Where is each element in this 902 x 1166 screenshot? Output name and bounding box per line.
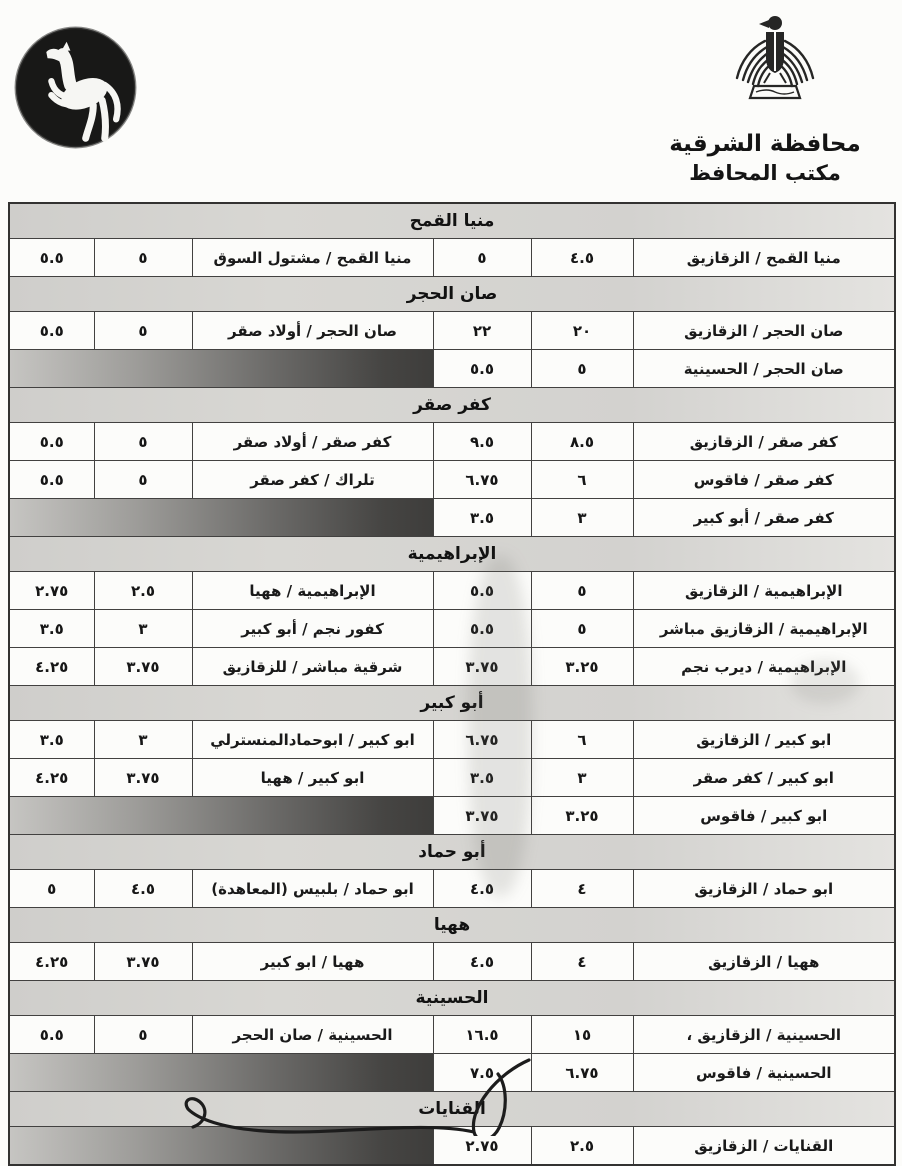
route-name-cell: صان الحجر / الزقازيق (633, 312, 895, 350)
fare-new-cell: ٥.٥ (433, 572, 531, 610)
fare-row (9, 1127, 895, 1166)
section-header-row (9, 388, 895, 423)
redacted-cell (9, 1127, 433, 1166)
fare-row (9, 350, 895, 388)
fare-new-cell: ٧.٥ (433, 1054, 531, 1092)
section-title: منيا القمح (9, 203, 895, 239)
route-name-cell: شرقية مباشر / للزقازيق (192, 648, 433, 686)
fare-new-cell: ٣.٧٥ (433, 648, 531, 686)
fare-row (9, 239, 895, 277)
section-title: أبو حماد (9, 835, 895, 870)
fare-old-cell: ٤.٥ (531, 239, 633, 277)
fare-row (9, 721, 895, 759)
fare-new-cell: ٤.٢٥ (9, 648, 94, 686)
fare-row (9, 759, 895, 797)
route-name-cell: صان الحجر / الحسينية (633, 350, 895, 388)
fare-new-cell: ٢.٧٥ (433, 1127, 531, 1166)
route-name-cell: ابو كبير / فاقوس (633, 797, 895, 835)
section-header-row (9, 203, 895, 239)
fare-new-cell: ٤.٢٥ (9, 759, 94, 797)
fare-old-cell: ٨.٥ (531, 423, 633, 461)
route-name-cell: ههيا / ابو كبير (192, 943, 433, 981)
fare-old-cell: ٣.٢٥ (531, 797, 633, 835)
fare-old-cell: ٣.٧٥ (94, 943, 192, 981)
route-name-cell: ههيا / الزقازيق (633, 943, 895, 981)
redacted-cell (9, 797, 433, 835)
fare-new-cell: ٥.٥ (9, 461, 94, 499)
fare-new-cell: ٥.٥ (9, 423, 94, 461)
fare-new-cell: ٣.٥ (433, 499, 531, 537)
eagle-emblem-icon (707, 8, 843, 132)
fare-old-cell: ٥ (94, 239, 192, 277)
fare-new-cell: ٥.٥ (9, 312, 94, 350)
section-title: أبو كبير (9, 686, 895, 721)
fare-old-cell: ٥ (531, 572, 633, 610)
horse-stamp (12, 24, 139, 151)
section-title: الإبراهيمية (9, 537, 895, 572)
section-header-row (9, 1092, 895, 1127)
route-name-cell: الحسينية / فاقوس (633, 1054, 895, 1092)
fare-new-cell: ٥.٥ (9, 239, 94, 277)
fare-new-cell: ٦.٧٥ (433, 461, 531, 499)
governorate-title: محافظة الشرقية (669, 131, 861, 157)
fare-new-cell: ٣.٧٥ (433, 797, 531, 835)
route-name-cell: كفر صقر / فاقوس (633, 461, 895, 499)
section-title: كفر صقر (9, 388, 895, 423)
fare-new-cell: ١٦.٥ (433, 1016, 531, 1054)
section-header-row (9, 835, 895, 870)
route-name-cell: منيا القمح / مشتول السوق (192, 239, 433, 277)
fare-row (9, 1016, 895, 1054)
fare-old-cell: ٢.٥ (531, 1127, 633, 1166)
fare-old-cell: ٢.٥ (94, 572, 192, 610)
fare-new-cell: ٢٢ (433, 312, 531, 350)
fare-new-cell: ٢.٧٥ (9, 572, 94, 610)
fare-old-cell: ١٥ (531, 1016, 633, 1054)
fare-row (9, 943, 895, 981)
fare-new-cell: ٣.٥ (9, 610, 94, 648)
route-name-cell: كفر صقر / أولاد صقر (192, 423, 433, 461)
office-title: مكتب المحافظ (689, 161, 841, 185)
fare-row (9, 648, 895, 686)
fare-table (8, 202, 896, 1166)
fare-new-cell: ٩.٥ (433, 423, 531, 461)
fare-old-cell: ٣.٧٥ (94, 648, 192, 686)
fare-new-cell: ٥.٥ (9, 1016, 94, 1054)
fare-old-cell: ٣.٧٥ (94, 759, 192, 797)
redacted-cell (9, 1054, 433, 1092)
fare-old-cell: ٤ (531, 870, 633, 908)
fare-old-cell: ٥ (94, 1016, 192, 1054)
route-name-cell: الإبراهيمية / ههيا (192, 572, 433, 610)
fare-old-cell: ٦ (531, 461, 633, 499)
fare-new-cell: ٤.٢٥ (9, 943, 94, 981)
redacted-cell (9, 499, 433, 537)
fare-old-cell: ٥ (94, 461, 192, 499)
route-name-cell: الحسينية / صان الحجر (192, 1016, 433, 1054)
fare-old-cell: ٥ (531, 610, 633, 648)
fare-new-cell: ٥ (9, 870, 94, 908)
fare-old-cell: ٣ (531, 759, 633, 797)
section-header-row (9, 277, 895, 312)
rearing-horse-icon (12, 24, 139, 151)
fare-row (9, 610, 895, 648)
fare-new-cell: ٥.٥ (433, 610, 531, 648)
fare-row (9, 423, 895, 461)
route-name-cell: كفور نجم / أبو كبير (192, 610, 433, 648)
route-name-cell: الإبراهيمية / الزقازيق (633, 572, 895, 610)
section-title: القنايات (9, 1092, 895, 1127)
fare-row (9, 1054, 895, 1092)
fare-old-cell: ٣ (94, 721, 192, 759)
route-name-cell: القنايات / الزقازيق (633, 1127, 895, 1166)
fare-old-cell: ٣ (94, 610, 192, 648)
route-name-cell: تلراك / كفر صقر (192, 461, 433, 499)
fare-new-cell: ٤.٥ (433, 870, 531, 908)
route-name-cell: كفر صقر / أبو كبير (633, 499, 895, 537)
fare-old-cell: ٣.٢٥ (531, 648, 633, 686)
route-name-cell: الحسينية / الزقازيق ، (633, 1016, 895, 1054)
fare-new-cell: ٣.٥ (9, 721, 94, 759)
fare-row (9, 797, 895, 835)
route-name-cell: ابو كبير / ههيا (192, 759, 433, 797)
fare-old-cell: ٤.٥ (94, 870, 192, 908)
section-title: ههيا (9, 908, 895, 943)
fare-old-cell: ٥ (94, 312, 192, 350)
fare-new-cell: ٥.٥ (433, 350, 531, 388)
fare-row (9, 572, 895, 610)
section-header-row (9, 686, 895, 721)
fare-new-cell: ٤.٥ (433, 943, 531, 981)
fare-old-cell: ٥ (531, 350, 633, 388)
route-name-cell: ابو كبير / الزقازيق (633, 721, 895, 759)
redacted-cell (9, 350, 433, 388)
section-title: صان الحجر (9, 277, 895, 312)
section-header-row (9, 908, 895, 943)
fare-new-cell: ٥ (433, 239, 531, 277)
fare-new-cell: ٦.٧٥ (433, 721, 531, 759)
fare-old-cell: ٦ (531, 721, 633, 759)
fare-row (9, 499, 895, 537)
fare-row (9, 312, 895, 350)
route-name-cell: الإبراهيمية / ديرب نجم (633, 648, 895, 686)
fare-old-cell: ٣ (531, 499, 633, 537)
fare-old-cell: ٢٠ (531, 312, 633, 350)
section-header-row (9, 537, 895, 572)
route-name-cell: ابو كبير / ابوحمادالمنسترلي (192, 721, 433, 759)
route-name-cell: ابو كبير / كفر صقر (633, 759, 895, 797)
route-name-cell: الإبراهيمية / الزقازيق مباشر (633, 610, 895, 648)
route-name-cell: صان الحجر / أولاد صقر (192, 312, 433, 350)
fare-row (9, 461, 895, 499)
section-header-row (9, 981, 895, 1016)
fare-old-cell: ٦.٧٥ (531, 1054, 633, 1092)
section-title: الحسينية (9, 981, 895, 1016)
fare-new-cell: ٣.٥ (433, 759, 531, 797)
fare-old-cell: ٥ (94, 423, 192, 461)
route-name-cell: ابو حماد / بلبيس (المعاهدة) (192, 870, 433, 908)
fare-row (9, 870, 895, 908)
route-name-cell: ابو حماد / الزقازيق (633, 870, 895, 908)
route-name-cell: منيا القمح / الزقازيق (633, 239, 895, 277)
route-name-cell: كفر صقر / الزقازيق (633, 423, 895, 461)
fare-old-cell: ٤ (531, 943, 633, 981)
